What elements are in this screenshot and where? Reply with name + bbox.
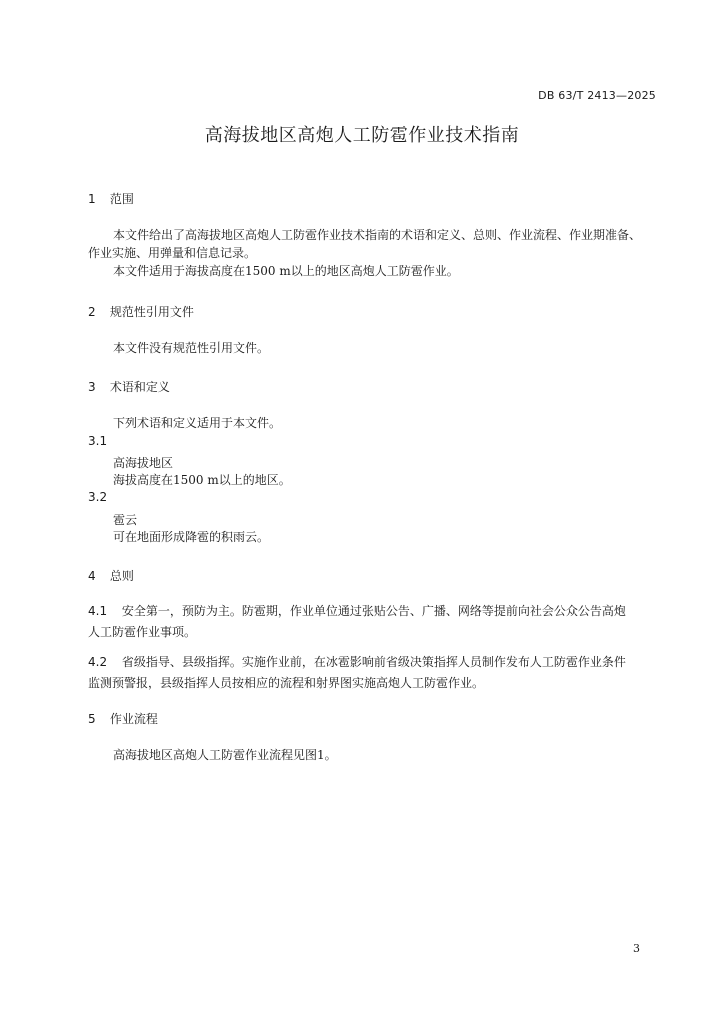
section-number: 1: [88, 192, 96, 206]
section-5-heading: [88, 710, 158, 727]
term-definition: 可在地面形成降雹的积雨云。: [113, 530, 270, 544]
section-1-paragraph-2: 本文件适用于海拔高度在1500 m以上的地区高炮人工防雹作业。: [113, 264, 459, 278]
term-definition: 海拔高度在1500 m以上的地区。: [113, 473, 291, 487]
section-title: 规范性引用文件: [109, 305, 194, 319]
term-name: 雹云: [113, 513, 138, 527]
section-3-heading: [88, 378, 170, 395]
clause-text: 安全第一，预防为主。防雹期，作业单位通过张贴公告、广播、网络等提前向社会公众公告高炮: [121, 604, 626, 618]
section-5-paragraph-1: 高海拔地区高炮人工防雹作业流程见图1。: [113, 748, 337, 762]
section-number: 5: [88, 712, 96, 726]
section-1-paragraph-1-line-1: 本文件给出了高海拔地区高炮人工防雹作业技术指南的术语和定义、总则、作业流程、作业期准备、: [113, 228, 642, 242]
section-2-paragraph-1: 本文件没有规范性引用文件。: [113, 341, 270, 355]
section-4-heading: [88, 567, 134, 584]
section-number: 2: [88, 305, 96, 319]
section-2-heading: [88, 303, 194, 320]
page-number: 3: [633, 942, 640, 955]
clause-line: 人工防雹作业事项。: [88, 625, 197, 639]
term-number: 3.2: [88, 490, 108, 504]
section-title: 范围: [109, 192, 134, 206]
document-code: DB 63/T 2413—2025: [538, 89, 656, 102]
section-title: 术语和定义: [109, 380, 170, 394]
clause-line: [88, 651, 626, 673]
term-name: 高海拔地区: [113, 456, 174, 470]
clause-line: [88, 600, 626, 622]
section-1-heading: [88, 190, 134, 207]
term-number: 3.1: [88, 434, 108, 448]
clause-text: 省级指导、县级指挥。实施作业前，在冰雹影响前省级决策指挥人员制作发布人工防雹作业条件: [121, 655, 626, 669]
clause-number: 4.2: [88, 655, 108, 669]
section-number: 4: [88, 569, 96, 583]
document-title: 高海拔地区高炮人工防雹作业技术指南: [204, 125, 520, 146]
section-title: 作业流程: [109, 712, 158, 726]
section-title: 总则: [109, 569, 134, 583]
clause-line: 监测预警报，县级指挥人员按相应的流程和射界图实施高炮人工防雹作业。: [88, 676, 485, 690]
section-1-paragraph-1-line-2: 作业实施、用弹量和信息记录。: [88, 246, 257, 260]
clause-number: 4.1: [88, 604, 108, 618]
section-3-intro: 下列术语和定义适用于本文件。: [113, 416, 282, 430]
section-number: 3: [88, 380, 96, 394]
